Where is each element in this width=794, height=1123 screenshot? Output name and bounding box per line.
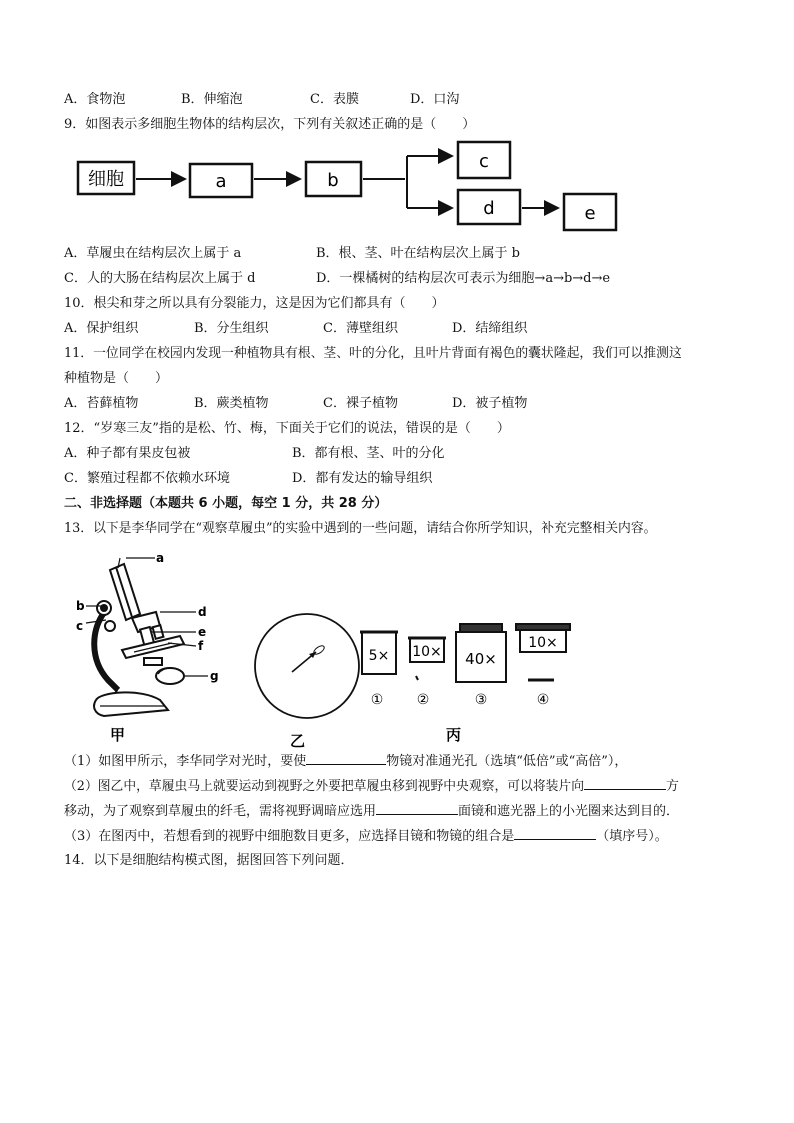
- q13-blank-4[interactable]: [514, 827, 596, 840]
- q13-part2-line1: [64, 777, 679, 796]
- microscope-label-d: d: [198, 605, 207, 619]
- diagram-c-label: c: [479, 151, 489, 172]
- caption-bing: 丙: [446, 726, 462, 744]
- lens-2-num: ②: [416, 692, 430, 708]
- diagram-d-label: d: [483, 198, 495, 219]
- diagram-e-label: e: [584, 203, 596, 224]
- q11-stem-line2: 种植物是（ ）: [64, 371, 169, 386]
- q13-part1: [64, 752, 627, 771]
- q13-part3: [64, 827, 668, 846]
- lens-2-mag: 10×: [412, 644, 442, 660]
- q11-stem-line1: 11．一位同学在校园内发现一种植物具有根、茎、叶的分化，且叶片背面有褐色的囊状隆起，我们可以推测这: [64, 346, 682, 361]
- q13-part2-text-d: 面镜和遮光器上的小光圈来达到目的．: [458, 804, 680, 819]
- q8-option-c: C．表膜: [310, 92, 359, 107]
- q13-part2-text-b: 方: [666, 779, 679, 794]
- field-of-view-circle: [255, 614, 359, 718]
- q10-option-a: A．保护组织: [64, 321, 139, 336]
- q10-stem: 10．根尖和芽之所以具有分裂能力，这是因为它们都具有（ ）: [64, 296, 445, 311]
- q8-option-b: B．伸缩泡: [181, 92, 243, 107]
- microscope-label-a: a: [156, 551, 165, 565]
- q12-option-b: B．都有根、茎、叶的分化: [292, 446, 445, 461]
- q9-option-c: C．人的大肠在结构层次上属于 d: [64, 271, 256, 286]
- microscope-label-f: f: [198, 639, 204, 653]
- q13-blank-1[interactable]: [306, 752, 386, 765]
- lens-4-num: ④: [536, 692, 550, 708]
- q10-option-b: B．分生组织: [194, 321, 269, 336]
- caption-yi: 乙: [290, 732, 306, 750]
- q13-part2-line2: [64, 802, 679, 821]
- q9-option-d: D．一棵橘树的结构层次可表示为细胞→a→b→d→e: [316, 271, 611, 286]
- q12-option-a: A．种子都有果皮包被: [64, 446, 191, 461]
- q13-blank-2[interactable]: [584, 777, 666, 790]
- q11-option-c: C．裸子植物: [323, 396, 398, 411]
- q12-option-c: C．繁殖过程都不依赖水环境: [64, 471, 230, 486]
- q13-part1-text-b: 物镜对准通光孔（选填“低倍”或“高倍”），: [386, 754, 628, 769]
- q11-option-b: B．蕨类植物: [194, 396, 269, 411]
- q12-stem: 12．“岁寒三友”指的是松、竹、梅，下面关于它们的说法，错误的是（ ）: [64, 421, 510, 436]
- q12-option-d: D．都有发达的输导组织: [292, 471, 433, 486]
- microscope-label-e: e: [198, 625, 207, 639]
- lens-1-num: ①: [370, 692, 384, 708]
- lens-3-num: ③: [474, 692, 488, 708]
- microscope-label-c: c: [76, 619, 84, 633]
- q13-part2-text-c: 移动，为了观察到草履虫的纤毛，需将视野调暗应选用: [64, 804, 377, 819]
- diagram-cell-label: 细胞: [88, 169, 124, 190]
- microscope-drawing: [86, 558, 208, 716]
- q13-part3-text-b: （填序号）。: [596, 829, 668, 844]
- q8-option-d: D．口沟: [410, 92, 460, 107]
- q14-stem: 14．以下是细胞结构模式图，据图回答下列问题．: [64, 853, 354, 868]
- q11-option-a: A．苔藓植物: [64, 396, 139, 411]
- q13-part1-text-a: （1）如图甲所示，李华同学对光时，要使: [64, 754, 307, 769]
- q10-option-d: D．结缔组织: [452, 321, 528, 336]
- lens-3-mag: 40×: [465, 650, 497, 668]
- q13-part3-text-a: （3）在图丙中，若想看到的视野中细胞数目更多，应选择目镜和物镜的组合是: [64, 829, 515, 844]
- q13-part2-text-a: （2）图乙中，草履虫马上就要运动到视野之外要把草履虫移到视野中央观察，可以将装片向: [64, 779, 585, 794]
- microscope-label-g: g: [210, 669, 219, 683]
- lens-1-mag: 5×: [368, 648, 390, 664]
- q11-option-d: D．被子植物: [452, 396, 528, 411]
- q13-stem: 13．以下是李华同学在“观察草履虫”的实验中遇到的一些问题，请结合你所学知识，补充完整相关内容。: [64, 521, 657, 536]
- q9-hierarchy-diagram: [60, 136, 630, 236]
- q13-blank-3[interactable]: [376, 802, 458, 815]
- q9-option-b: B．根、茎、叶在结构层次上属于 b: [316, 246, 521, 261]
- q13-microscope-figure: [60, 540, 600, 750]
- diagram-b-label: b: [327, 170, 339, 191]
- section-heading: 二、非选择题（本题共 6 小题，每空 1 分，共 28 分）: [64, 496, 388, 511]
- microscope-label-b: b: [76, 599, 85, 613]
- q10-option-c: C．薄壁组织: [323, 321, 398, 336]
- diagram-a-label: a: [215, 171, 227, 192]
- caption-jia: 甲: [110, 726, 126, 744]
- q9-option-a: A．草履虫在结构层次上属于 a: [64, 246, 242, 261]
- q9-stem: 9．如图表示多细胞生物体的结构层次，下列有关叙述正确的是（ ）: [64, 117, 476, 132]
- q8-option-a: A．食物泡: [64, 92, 126, 107]
- lens-4-mag: 10×: [528, 635, 558, 651]
